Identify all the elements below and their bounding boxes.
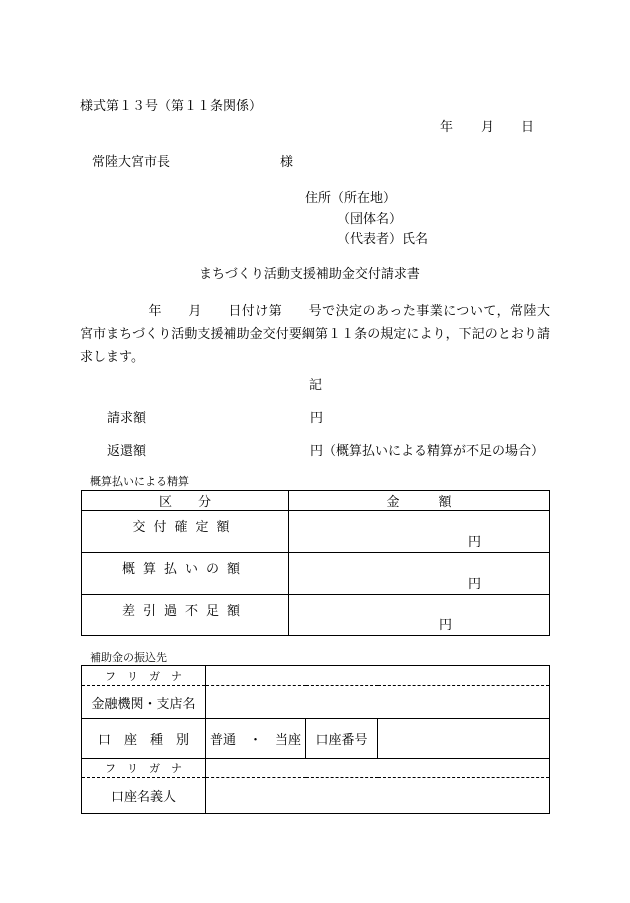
holder-input[interactable]	[206, 778, 550, 814]
bank-caption: 補助金の振込先	[90, 651, 167, 664]
account-type-label: 口 座 種 別	[82, 719, 206, 759]
table-row	[82, 719, 550, 759]
date-day: 日	[521, 120, 535, 135]
refund-label: 返還額	[107, 444, 147, 459]
header-category: 区 分	[82, 491, 289, 511]
yen-unit: 円	[467, 577, 481, 592]
bank-table	[81, 665, 550, 814]
table-row	[82, 595, 550, 636]
furigana-label-bank: フ リ ガ ナ	[82, 666, 206, 686]
amount-cell-confirmed[interactable]	[289, 511, 550, 553]
applicant-group: （団体名）	[337, 212, 403, 227]
settlement-table	[81, 490, 550, 636]
settlement-caption: 概算払いによる精算	[90, 475, 189, 488]
table-row	[82, 553, 550, 595]
claim-label: 請求額	[107, 411, 147, 426]
settlement-header-row	[82, 491, 550, 511]
claim-unit: 円	[310, 411, 324, 426]
yen-unit: 円	[467, 535, 481, 550]
amount-cell-advance[interactable]	[289, 553, 550, 595]
furigana-label-holder: フ リ ガ ナ	[82, 759, 206, 778]
account-number-label: 口座番号	[306, 719, 378, 759]
row-label-advance: 概算払いの額	[82, 553, 289, 595]
table-row	[82, 759, 550, 778]
account-number-input[interactable]	[378, 719, 550, 759]
date-year: 年	[440, 120, 454, 135]
addressee-honorific: 様	[280, 155, 294, 170]
yen-unit: 円	[438, 618, 452, 633]
table-row	[82, 778, 550, 814]
body-paragraph	[80, 300, 550, 369]
institution-label: 金融機関・支店名	[82, 686, 206, 719]
body-rest: 号で決定のあった事業について，常陸大宮市まちづくり活動支援補助金交付要綱第１１条の規定により，下記のとおり請求します。	[80, 304, 550, 365]
header-amount: 金 額	[289, 491, 550, 511]
table-row	[82, 686, 550, 719]
body-month: 月	[187, 304, 202, 319]
table-row	[82, 511, 550, 553]
institution-input[interactable]	[206, 686, 550, 719]
account-type-value[interactable]: 普通 ・ 当座	[206, 719, 306, 759]
table-row	[82, 666, 550, 686]
row-label-difference: 差引過不足額	[82, 595, 289, 636]
ki-label: 記	[309, 378, 323, 393]
applicant-representative: （代表者）氏名	[337, 232, 429, 247]
holder-label: 口座名義人	[82, 778, 206, 814]
applicant-address: 住所（所在地）	[305, 191, 397, 206]
furigana-input-holder[interactable]	[206, 759, 550, 778]
body-year: 年	[148, 304, 162, 319]
row-label-confirmed: 交付確定額	[82, 511, 289, 553]
furigana-input-bank[interactable]	[206, 666, 550, 686]
addressee-name: 常陸大宮市長	[92, 155, 171, 170]
document-title: まちづくり活動支援補助金交付請求書	[199, 267, 420, 282]
body-day-no: 日付け第	[227, 304, 283, 319]
amount-cell-difference[interactable]	[289, 595, 550, 636]
form-number: 様式第１３号（第１１条関係）	[80, 99, 263, 114]
date-month: 月	[481, 120, 495, 135]
refund-unit: 円（概算払いによる精算が不足の場合）	[310, 444, 545, 459]
